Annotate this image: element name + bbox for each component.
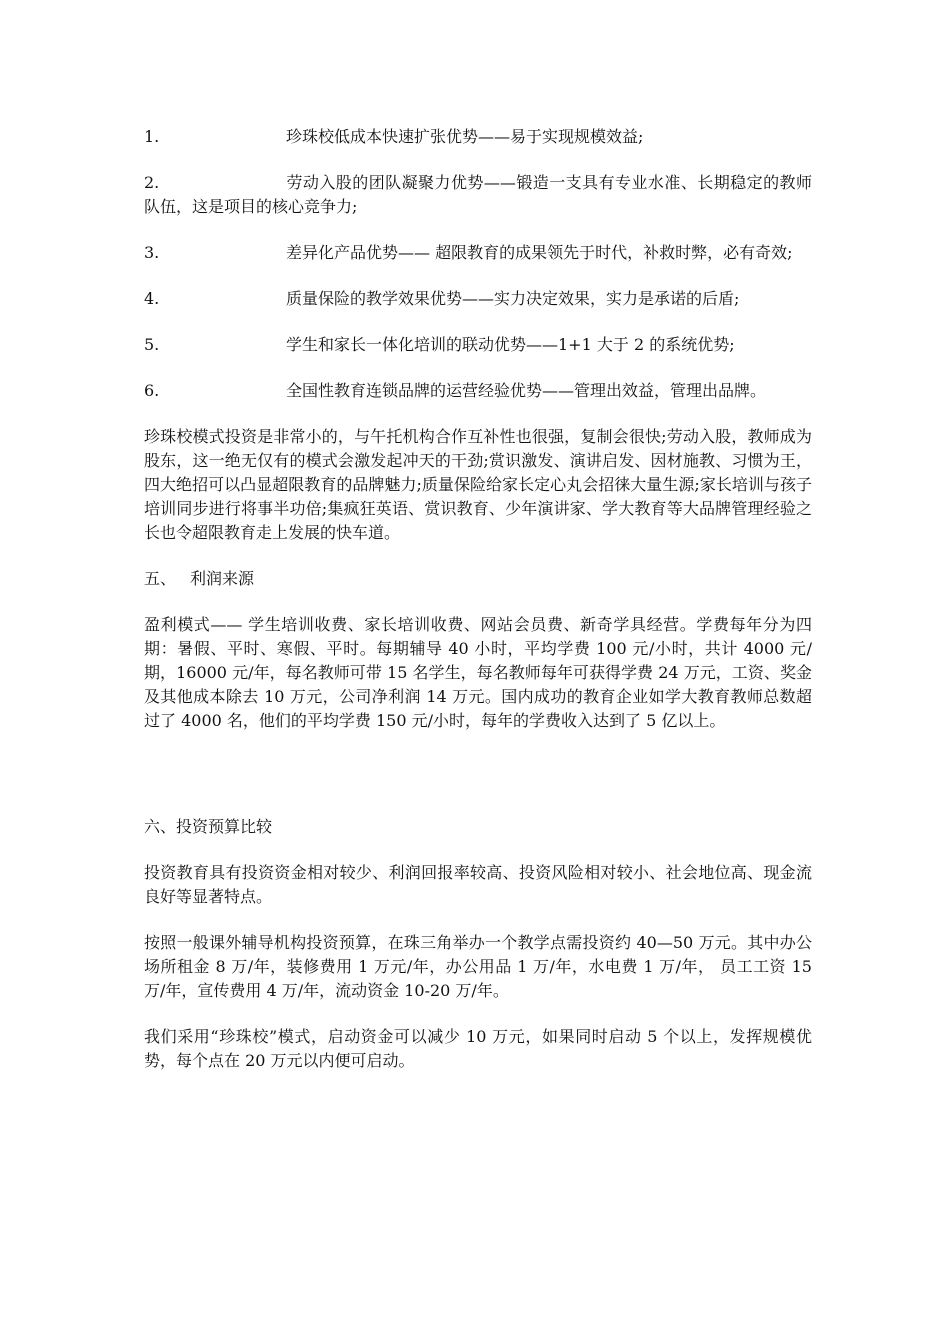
summary-paragraph: 珍珠校模式投资是非常小的，与午托机构合作互补性也很强，复制会很快;劳动入股，教师成为股东，这一绝无仅有的模式会激发起冲天的干劲;赏识激发、演讲启发、因材施教、习惯为王，四大绝招可以凸显超限教育的品牌魅力;质量保险给家长定心丸会招徕大量生源;家长培训与孩子培训同步进行将事半功倍;集疯狂英语、赏识教育、少年演讲家、学大教育等大品牌管理经验之长也令超限教育走上发展的快车道。 <box>144 427 812 542</box>
list-number: 5. <box>144 335 160 354</box>
list-item-2 <box>144 171 812 219</box>
list-text: 珍珠校低成本快速扩张优势——易于实现规模效益; <box>286 127 644 146</box>
investment-paragraph-2: 按照一般课外辅导机构投资预算，在珠三角举办一个教学点需投资约 40—50 万元。其中办公场所租金 8 万/年，装修费用 1 万元/年，办公用品 1 万/年，水电费 1 万/年， 员工工资 15 万/年，宣传费用 4 万/年，流动资金 10-20 万/年。 <box>144 933 812 1000</box>
list-number: 3. <box>144 243 160 262</box>
list-item-1 <box>144 125 812 149</box>
list-text: 差异化产品优势—— 超限教育的成果领先于时代，补救时弊，必有奇效; <box>286 243 793 262</box>
investment-paragraph-3: 我们采用“珍珠校”模式，启动资金可以减少 10 万元，如果同时启动 5 个以上，发挥规模优势，每个点在 20 万元以内便可启动。 <box>144 1027 812 1070</box>
list-number: 1. <box>144 127 160 146</box>
investment-paragraph-1: 投资教育具有投资资金相对较少、利润回报率较高、投资风险相对较小、社会地位高、现金流良好等显著特点。 <box>144 863 812 906</box>
list-number: 4. <box>144 289 160 308</box>
section-5-heading <box>144 567 812 591</box>
section-6-heading: 六、投资预算比较 <box>144 817 273 836</box>
document-page <box>144 125 812 1095</box>
list-text: 劳动入股的团队凝聚力优势——锻造一支具有专业水准、长期稳定的教师队伍，这是项目的核心竞争力; <box>144 173 812 216</box>
list-text: 学生和家长一体化培训的联动优势——1+1 大于 2 的系统优势; <box>286 335 735 354</box>
list-item-3 <box>144 241 812 265</box>
list-number: 2. <box>144 173 160 192</box>
spacer <box>144 755 812 815</box>
section-5-title: 利润来源 <box>190 569 255 588</box>
list-number: 6. <box>144 381 160 400</box>
list-item-6 <box>144 379 812 403</box>
list-item-4 <box>144 287 812 311</box>
list-text: 全国性教育连锁品牌的运营经验优势——管理出效益，管理出品牌。 <box>286 381 767 400</box>
list-text: 质量保险的教学效果优势——实力决定效果，实力是承诺的后盾; <box>286 289 740 308</box>
profit-paragraph: 盈利模式—— 学生培训收费、家长培训收费、网站会员费、新奇学具经营。学费每年分为四期：暑假、平时、寒假、平时。每期辅导 40 小时，平均学费 100 元/小时，共计 4000 元/期，16000 元/年，每名教师可带 15 名学生，每名教师每年可获得学费 24 万元，工资、奖金及其他成本除去 10 万元，公司净利润 14 万元。国内成功的教育企业如学大教育教师总数超过了 4000 名，他们的平均学费 150 元/小时，每年的学费收入达到了 5 亿以上。 <box>144 615 812 730</box>
list-item-5 <box>144 333 812 357</box>
section-5-number: 五、 <box>144 569 177 588</box>
